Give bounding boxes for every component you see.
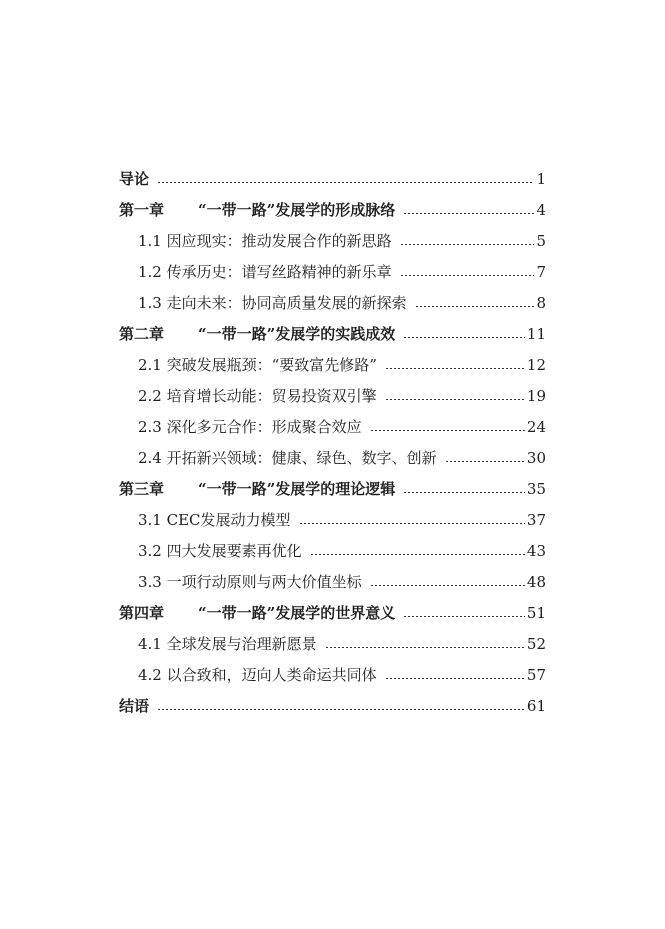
chapter-number: 第二章 [119, 325, 165, 343]
chapter-title: “一带一路”发展学的实践成效 [198, 325, 396, 343]
toc-entry-label: 2.3 深化多元合作：形成聚合效应 [138, 418, 362, 436]
dot-leader [385, 368, 525, 369]
toc-entry-label: 4.2 以合致和，迈向人类命运共同体 [138, 666, 377, 684]
toc-entry-page: 8 [536, 294, 546, 312]
toc-entry-page: 35 [526, 480, 546, 498]
dot-leader [400, 275, 535, 276]
toc-entry-conclusion[interactable] [119, 694, 546, 718]
dot-leader [325, 647, 525, 648]
toc-entry-section-3-1[interactable] [138, 508, 546, 532]
toc-entry-chapter-3[interactable] [119, 477, 546, 501]
toc-entry-section-4-2[interactable] [138, 663, 546, 687]
toc-entry-label: 4.1 全球发展与治理新愿景 [138, 635, 317, 653]
dot-leader [370, 585, 525, 586]
chapter-number: 第一章 [119, 201, 165, 219]
dot-leader [310, 554, 525, 555]
dot-leader [385, 678, 525, 679]
toc-entry-page: 57 [526, 666, 546, 684]
toc-entry-page: 43 [526, 542, 546, 560]
toc-entry-label: 3.1 CEC发展动力模型 [138, 511, 291, 529]
toc-entry-section-4-1[interactable] [138, 632, 546, 656]
toc-entry-label: 2.1 突破发展瓶颈：“要致富先修路” [138, 356, 377, 374]
toc-entry-section-1-2[interactable] [138, 260, 546, 284]
toc-entry-section-2-3[interactable] [138, 415, 546, 439]
toc-entry-page: 19 [526, 387, 546, 405]
dot-leader [370, 430, 525, 431]
toc-entry-section-3-3[interactable] [138, 570, 546, 594]
toc-entry-label: 2.2 培育增长动能：贸易投资双引擎 [138, 387, 377, 405]
toc-entry-section-1-3[interactable] [138, 291, 546, 315]
toc-entry-label: 3.2 四大发展要素再优化 [138, 542, 302, 560]
dot-leader [403, 213, 534, 214]
toc-entry-section-2-4[interactable] [138, 446, 546, 470]
toc-entry-label: 结语 [119, 697, 150, 715]
toc-entry-page: 52 [526, 635, 546, 653]
toc-entry-label: 1.1 因应现实：推动发展合作的新思路 [138, 232, 392, 250]
chapter-title: “一带一路”发展学的理论逻辑 [198, 480, 396, 498]
dot-leader [157, 709, 525, 710]
toc-entry-section-2-2[interactable] [138, 384, 546, 408]
toc-entry-introduction[interactable] [119, 167, 546, 191]
chapter-number: 第四章 [119, 604, 165, 622]
toc-entry-label: 1.3 走向未来：协同高质量发展的新探索 [138, 294, 407, 312]
toc-entry-page: 37 [526, 511, 546, 529]
toc-entry-page: 61 [526, 697, 546, 715]
dot-leader [403, 492, 525, 493]
dot-leader [157, 182, 534, 183]
dot-leader [403, 337, 525, 338]
toc-entry-page: 4 [536, 201, 546, 219]
toc-entry-page: 51 [526, 604, 546, 622]
toc-entry-section-2-1[interactable] [138, 353, 546, 377]
toc-entry-page: 5 [536, 232, 546, 250]
chapter-title: “一带一路”发展学的形成脉络 [198, 201, 396, 219]
dot-leader [415, 306, 535, 307]
toc-entry-section-1-1[interactable] [138, 229, 546, 253]
toc-entry-chapter-2[interactable] [119, 322, 546, 346]
toc-entry-label: 3.3 一项行动原则与两大价值坐标 [138, 573, 362, 591]
toc-entry-label: 导论 [119, 170, 150, 188]
toc-entry-label: 2.4 开拓新兴领域：健康、绿色、数字、创新 [138, 449, 437, 467]
toc-entry-chapter-4[interactable] [119, 601, 546, 625]
chapter-number: 第三章 [119, 480, 165, 498]
toc-entry-page: 12 [526, 356, 546, 374]
toc-entry-page: 7 [536, 263, 546, 281]
toc-entry-page: 1 [536, 170, 546, 188]
toc-entry-label: 1.2 传承历史：谱写丝路精神的新乐章 [138, 263, 392, 281]
toc-entry-chapter-1[interactable] [119, 198, 546, 222]
toc-entry-page: 24 [526, 418, 546, 436]
dot-leader [400, 244, 535, 245]
dot-leader [299, 523, 525, 524]
toc-entry-page: 11 [526, 325, 546, 343]
toc-entry-section-3-2[interactable] [138, 539, 546, 563]
toc-entry-page: 30 [526, 449, 546, 467]
dot-leader [445, 461, 525, 462]
chapter-title: “一带一路”发展学的世界意义 [198, 604, 396, 622]
dot-leader [403, 616, 525, 617]
toc-entry-page: 48 [526, 573, 546, 591]
dot-leader [385, 399, 525, 400]
